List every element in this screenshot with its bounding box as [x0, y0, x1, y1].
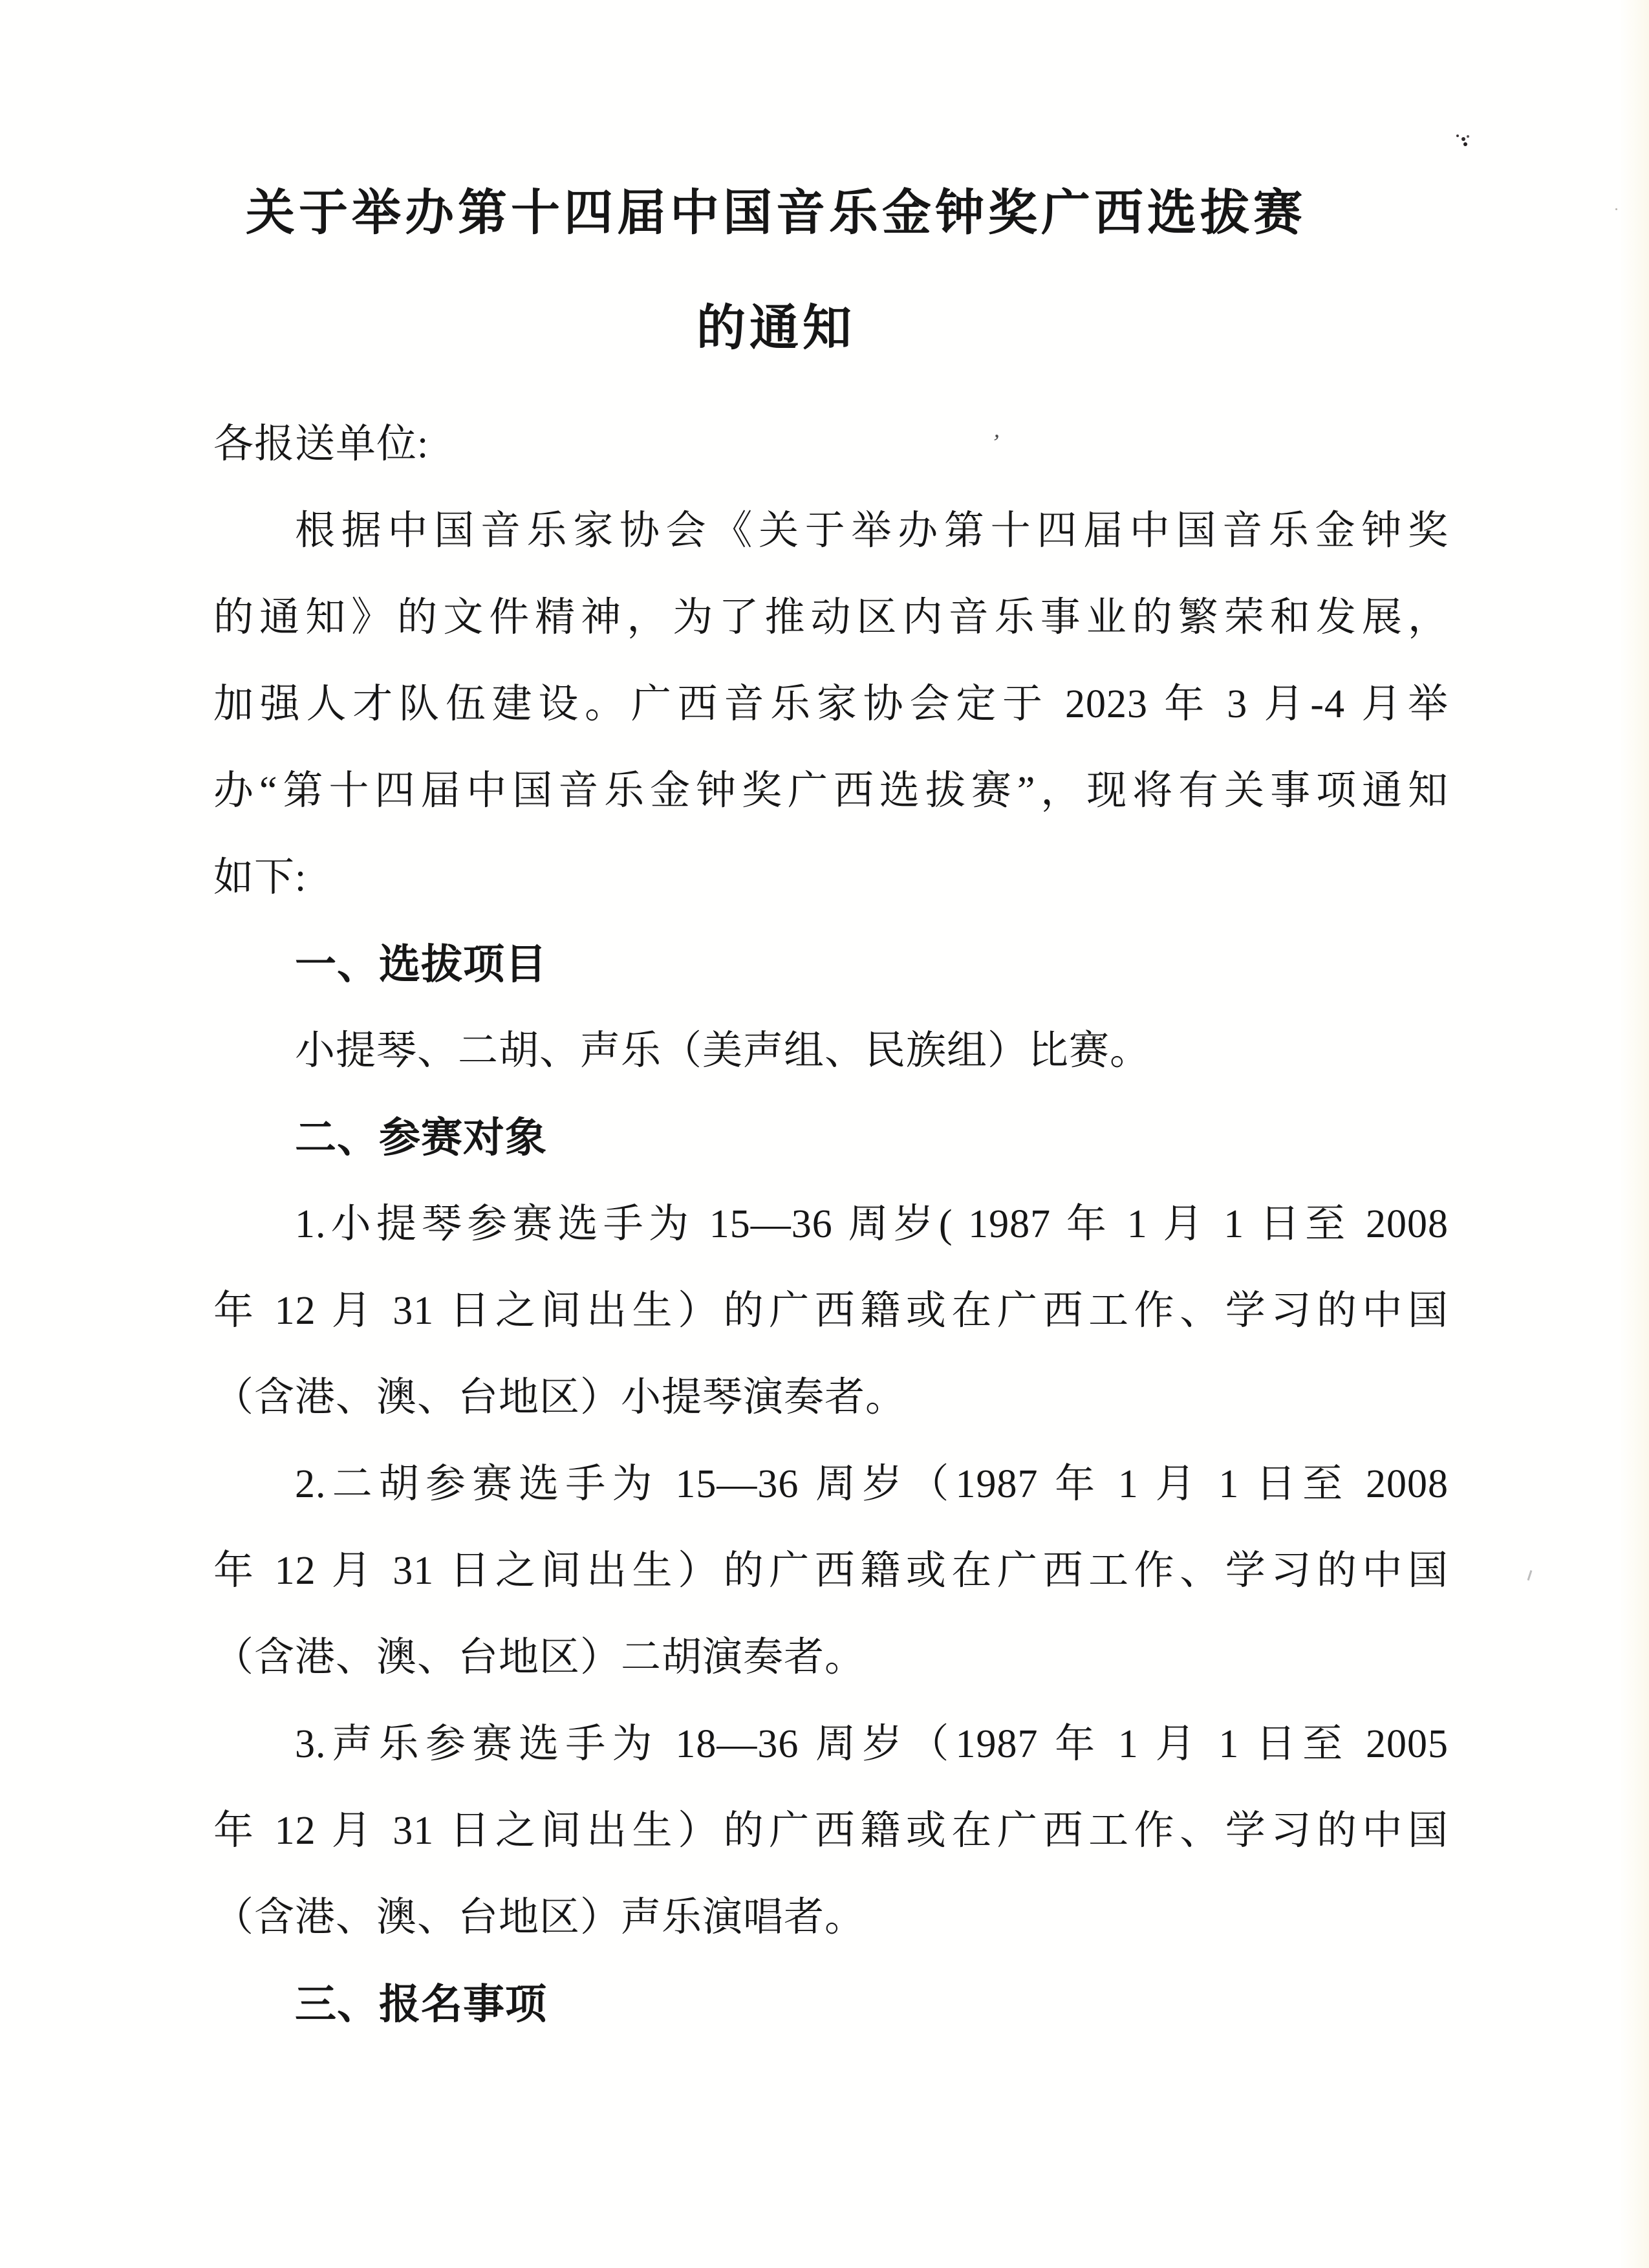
item-3-line-3: （含港、澳、台地区）声乐演唱者。	[213, 1895, 866, 1939]
document-body	[213, 401, 1449, 2047]
item-3-line-2: 年 12 月 31 日之间出生）的广西籍或在广西工作、学习的中国	[213, 1809, 1449, 1853]
item-3-line-1: 3.声乐参赛选手为 18—36 周岁（1987 年 1 月 1 日至 2005	[295, 1722, 1449, 1766]
intro-line-1: 根据中国音乐家协会《关于举办第十四届中国音乐金钟奖	[295, 509, 1449, 553]
salutation: 各报送单位:	[213, 422, 429, 466]
intro-line-5: 如下:	[213, 856, 307, 900]
scan-speckle-cluster	[1456, 135, 1459, 137]
item-1-line-2: 年 12 月 31 日之间出生）的广西籍或在广西工作、学习的中国	[213, 1289, 1449, 1333]
intro-line-4: 办“第十四届中国音乐金钟奖广西选拔赛”，现将有关事项通知	[213, 769, 1449, 813]
item-1-line-3: （含港、澳、台地区）小提琴演奏者。	[213, 1376, 907, 1420]
scan-mark-dot	[1615, 208, 1617, 210]
section-1-heading: 一、选拔项目	[295, 941, 547, 988]
document-title-line-2: 的通知	[696, 301, 856, 356]
section-2-heading: 二、参赛对象	[295, 1114, 547, 1161]
item-2-line-3: （含港、澳、台地区）二胡演奏者。	[213, 1636, 866, 1679]
scan-mark-slash	[1527, 1570, 1533, 1581]
item-1-line-1: 1.小提琴参赛选手为 15—36 周岁( 1987 年 1 月 1 日至 2008	[295, 1202, 1449, 1246]
item-2-line-2: 年 12 月 31 日之间出生）的广西籍或在广西工作、学习的中国	[213, 1549, 1449, 1593]
scan-mark-apostrophe: ’	[990, 429, 1002, 456]
section-3-heading: 三、报名事项	[295, 1981, 547, 2027]
scan-edge-tint	[1619, 0, 1649, 2268]
document-title	[97, 165, 1455, 377]
item-2-line-1: 2.二胡参赛选手为 15—36 周岁（1987 年 1 月 1 日至 2008	[295, 1462, 1449, 1506]
intro-line-2: 的通知》的文件精神，为了推动区内音乐事业的繁荣和发展，	[213, 596, 1449, 640]
intro-line-3: 加强人才队伍建设。广西音乐家协会定于 2023 年 3 月-4 月举	[213, 682, 1449, 726]
section-1-body: 小提琴、二胡、声乐（美声组、民族组）比赛。	[295, 1029, 1151, 1073]
document-title-line-1: 关于举办第十四届中国音乐金钟奖广西选拔赛	[246, 186, 1306, 241]
